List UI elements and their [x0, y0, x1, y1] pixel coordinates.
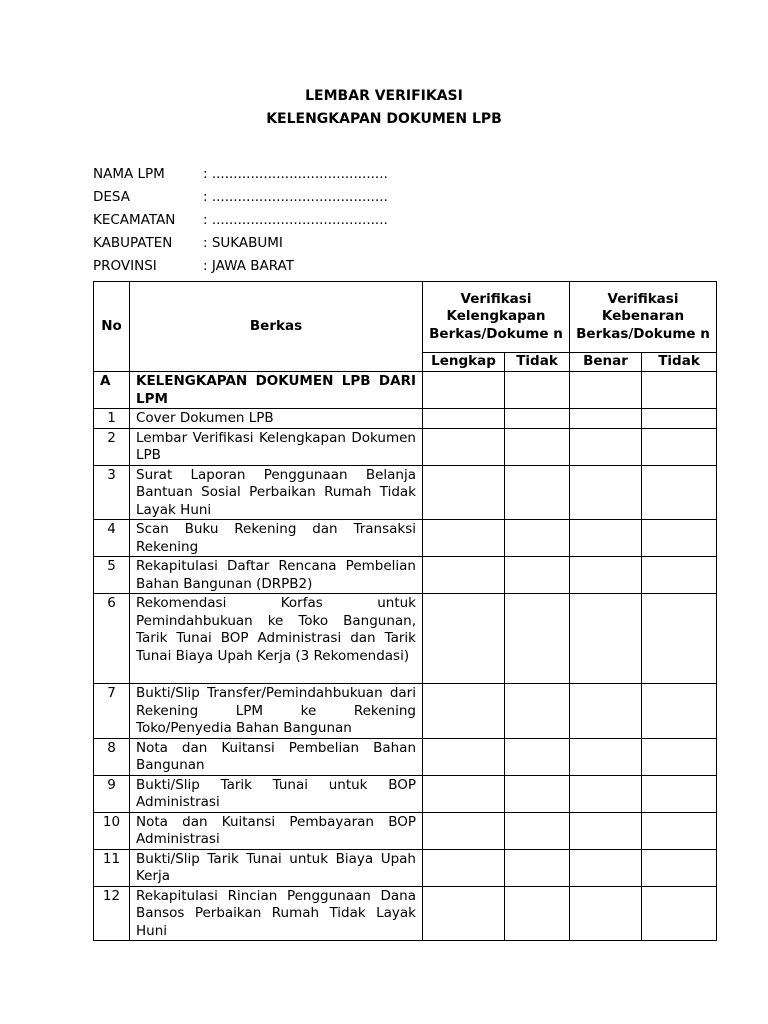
info-label: PROVINSI: [93, 258, 157, 274]
section-row-a: [94, 372, 717, 409]
info-value: : .........................................: [203, 166, 388, 182]
cell-lengkap[interactable]: [423, 372, 505, 409]
table-row: [94, 812, 717, 849]
cell-benar[interactable]: [570, 775, 642, 812]
cell-lengkap[interactable]: [423, 409, 505, 429]
header-lengkap: Lengkap: [423, 353, 505, 372]
row-berkas: Bukti/Slip Transfer/Pemindahbukuan dari Rekening LPM ke Rekening Toko/Penyedia Bahan Bangunan: [130, 684, 423, 739]
table-row: [94, 465, 717, 520]
table-row: [94, 738, 717, 775]
cell-tidak-kebenaran[interactable]: [642, 812, 717, 849]
cell-tidak-kelengkapan[interactable]: [505, 372, 570, 409]
row-no: 11: [94, 849, 130, 886]
cell-tidak-kebenaran[interactable]: [642, 409, 717, 429]
cell-lengkap[interactable]: [423, 775, 505, 812]
cell-tidak-kebenaran[interactable]: [642, 886, 717, 941]
info-value: : SUKABUMI: [203, 235, 283, 251]
row-no: 10: [94, 812, 130, 849]
info-row-nama-lpm: [93, 166, 388, 182]
section-no: A: [94, 372, 130, 409]
cell-lengkap[interactable]: [423, 594, 505, 684]
info-label: KECAMATAN: [93, 212, 176, 228]
cell-tidak-kelengkapan[interactable]: [505, 409, 570, 429]
cell-tidak-kebenaran[interactable]: [642, 520, 717, 557]
info-value: : .........................................: [203, 212, 388, 228]
info-label: NAMA LPM: [93, 166, 165, 182]
cell-benar[interactable]: [570, 428, 642, 465]
row-berkas: Bukti/Slip Tarik Tunai untuk BOP Administrasi: [130, 775, 423, 812]
info-row-kecamatan: [93, 212, 388, 228]
cell-benar[interactable]: [570, 738, 642, 775]
table-row: [94, 886, 717, 941]
cell-benar[interactable]: [570, 465, 642, 520]
cell-tidak-kebenaran[interactable]: [642, 738, 717, 775]
cell-benar[interactable]: [570, 886, 642, 941]
info-value: : .........................................: [203, 189, 388, 205]
cell-tidak-kebenaran[interactable]: [642, 594, 717, 684]
cell-tidak-kelengkapan[interactable]: [505, 849, 570, 886]
cell-tidak-kebenaran[interactable]: [642, 684, 717, 739]
verification-table: [93, 281, 717, 941]
cell-tidak-kelengkapan[interactable]: [505, 886, 570, 941]
header-verifikasi-kelengkapan: Verifikasi Kelengkapan Berkas/Dokume n: [423, 282, 570, 353]
table-row: [94, 684, 717, 739]
row-no: 8: [94, 738, 130, 775]
table-row: [94, 557, 717, 594]
cell-tidak-kelengkapan[interactable]: [505, 812, 570, 849]
cell-tidak-kebenaran[interactable]: [642, 372, 717, 409]
row-berkas: Rekapitulasi Rincian Penggunaan Dana Bansos Perbaikan Rumah Tidak Layak Huni: [130, 886, 423, 941]
cell-tidak-kelengkapan[interactable]: [505, 775, 570, 812]
row-berkas: Nota dan Kuitansi Pembelian Bahan Bangunan: [130, 738, 423, 775]
cell-tidak-kebenaran[interactable]: [642, 557, 717, 594]
cell-lengkap[interactable]: [423, 428, 505, 465]
cell-tidak-kelengkapan[interactable]: [505, 465, 570, 520]
cell-benar[interactable]: [570, 520, 642, 557]
header-tidak-kelengkapan: Tidak: [505, 353, 570, 372]
table-row: [94, 849, 717, 886]
row-berkas: Rekapitulasi Daftar Rencana Pembelian Bahan Bangunan (DRPB2): [130, 557, 423, 594]
row-no: 7: [94, 684, 130, 739]
table-row: [94, 775, 717, 812]
cell-tidak-kelengkapan[interactable]: [505, 684, 570, 739]
cell-benar[interactable]: [570, 594, 642, 684]
cell-lengkap[interactable]: [423, 520, 505, 557]
header-benar: Benar: [570, 353, 642, 372]
header-verifikasi-kebenaran: Verifikasi Kebenaran Berkas/Dokume n: [570, 282, 717, 353]
row-no: 6: [94, 594, 130, 684]
row-berkas: Cover Dokumen LPB: [130, 409, 423, 429]
cell-benar[interactable]: [570, 409, 642, 429]
info-row-kabupaten: [93, 235, 283, 251]
cell-lengkap[interactable]: [423, 849, 505, 886]
cell-tidak-kelengkapan[interactable]: [505, 594, 570, 684]
cell-lengkap[interactable]: [423, 684, 505, 739]
row-berkas: Bukti/Slip Tarik Tunai untuk Biaya Upah Kerja: [130, 849, 423, 886]
cell-benar[interactable]: [570, 372, 642, 409]
row-berkas: Rekomendasi Korfas untuk Pemindahbukuan ke Toko Bangunan, Tarik Tunai BOP Administrasi dan Tarik Tunai Biaya Upah Kerja (3 Rekomendasi): [130, 594, 423, 684]
cell-lengkap[interactable]: [423, 557, 505, 594]
header-no: No: [94, 282, 130, 372]
cell-tidak-kelengkapan[interactable]: [505, 738, 570, 775]
header-berkas: Berkas: [130, 282, 423, 372]
table-row: [94, 409, 717, 429]
table-row: [94, 594, 717, 684]
row-no: 5: [94, 557, 130, 594]
row-no: 3: [94, 465, 130, 520]
info-row-desa: [93, 189, 388, 205]
cell-lengkap[interactable]: [423, 738, 505, 775]
row-no: 4: [94, 520, 130, 557]
row-berkas: Nota dan Kuitansi Pembayaran BOP Administrasi: [130, 812, 423, 849]
row-berkas: Scan Buku Rekening dan Transaksi Rekening: [130, 520, 423, 557]
info-value: : JAWA BARAT: [203, 258, 294, 274]
section-label: KELENGKAPAN DOKUMEN LPB DARI LPM: [130, 372, 423, 409]
document-title-line2: KELENGKAPAN DOKUMEN LPB: [266, 111, 502, 127]
table-row: [94, 428, 717, 465]
cell-benar[interactable]: [570, 557, 642, 594]
cell-tidak-kelengkapan[interactable]: [505, 557, 570, 594]
cell-lengkap[interactable]: [423, 812, 505, 849]
document-title-line1: LEMBAR VERIFIKASI: [305, 88, 463, 104]
cell-lengkap[interactable]: [423, 465, 505, 520]
cell-tidak-kelengkapan[interactable]: [505, 428, 570, 465]
row-berkas: Lembar Verifikasi Kelengkapan Dokumen LPB: [130, 428, 423, 465]
cell-benar[interactable]: [570, 812, 642, 849]
row-no: 9: [94, 775, 130, 812]
cell-tidak-kebenaran[interactable]: [642, 465, 717, 520]
cell-tidak-kebenaran[interactable]: [642, 849, 717, 886]
cell-tidak-kebenaran[interactable]: [642, 775, 717, 812]
info-row-provinsi: [93, 258, 294, 274]
header-tidak-kebenaran: Tidak: [642, 353, 717, 372]
row-no: 12: [94, 886, 130, 941]
cell-benar[interactable]: [570, 684, 642, 739]
cell-lengkap[interactable]: [423, 886, 505, 941]
info-label: KABUPATEN: [93, 235, 173, 251]
row-no: 2: [94, 428, 130, 465]
row-berkas: Surat Laporan Penggunaan Belanja Bantuan Sosial Perbaikan Rumah Tidak Layak Huni: [130, 465, 423, 520]
table-row: [94, 520, 717, 557]
cell-tidak-kelengkapan[interactable]: [505, 520, 570, 557]
row-no: 1: [94, 409, 130, 429]
cell-tidak-kebenaran[interactable]: [642, 428, 717, 465]
info-label: DESA: [93, 189, 130, 205]
cell-benar[interactable]: [570, 849, 642, 886]
